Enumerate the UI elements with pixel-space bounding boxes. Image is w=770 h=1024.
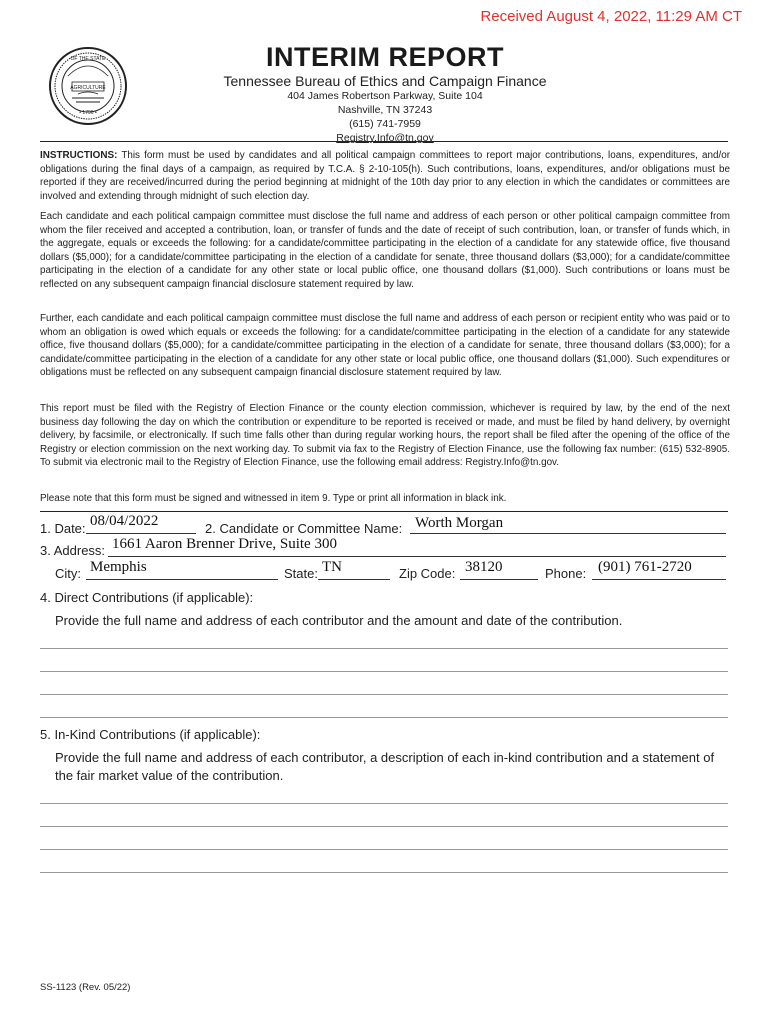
instructions-paragraph-5: Please note that this form must be signed and witnessed in item 9. Type or print all information in black ink. [40,493,507,504]
state-label: State: [284,566,318,581]
form-number: SS-1123 (Rev. 05/22) [40,982,131,993]
section-5-line[interactable] [40,826,728,827]
form-header [200,42,570,145]
zip-underline [460,579,538,580]
phone-label: Phone: [545,566,587,581]
candidate-name-field[interactable]: Worth Morgan [415,515,504,531]
section-5-instructions: Provide the full name and address of each contributor, a description of each in-kind contribution and a statement of the fair market value of the contribution. [55,750,715,783]
svg-text:• 1796 •: • 1796 • [79,110,97,116]
section-5-title: 5. In-Kind Contributions (if applicable): [40,727,261,742]
svg-text:OF THE STATE: OF THE STATE [70,56,106,62]
page-title: INTERIM REPORT [265,42,504,72]
section-4-line[interactable] [40,694,728,695]
agency-address: 404 James Robertson Parkway, Suite 104 [287,90,483,102]
date-field[interactable]: 08/04/2022 [90,513,159,529]
section-4-line[interactable] [40,648,728,649]
state-underline [318,579,390,580]
phone-field[interactable]: (901) 761-2720 [598,559,692,575]
instructions-divider [40,511,728,512]
city-label: City: [55,566,81,581]
city-underline [86,579,278,580]
section-5-line[interactable] [40,803,728,804]
state-field[interactable]: TN [322,559,342,575]
date-underline [86,533,196,534]
agency-name: Tennessee Bureau of Ethics and Campaign Finance [223,73,547,89]
section-5-line[interactable] [40,849,728,850]
section-4-line[interactable] [40,671,728,672]
candidate-name-underline [410,533,726,534]
phone-underline [592,579,726,580]
zip-label: Zip Code: [399,566,456,581]
section-5-line[interactable] [40,872,728,873]
section-4-title: 4. Direct Contributions (if applicable): [40,590,254,605]
address-label: 3. Address: [40,543,106,558]
candidate-name-label: 2. Candidate or Committee Name: [205,521,403,536]
instructions-paragraph-4: This report must be filed with the Registry of Election Finance or the county election commission, whichever is required by law, by the end of the next business day following the day on which the contribution or expenditure to be reported is received or made, and must be filed by hand delivery, by overnight delivery, by facsimile, or electronically. If such time falls other than during regular working hours, the report shall be filed after the opening of the office of the Registry or election commission on the next working day. To submit via fax to the Registry of Election Finance, use the following fax number: (615) 532-8905. To submit via electronic mail to the Registry of Election Finance, use the following email address: Registry.Info@tn.gov. [40,403,730,469]
city-field[interactable]: Memphis [90,559,147,575]
agency-phone: (615) 741-7959 [349,118,421,130]
address-field[interactable]: 1661 Aaron Brenner Drive, Suite 300 [112,536,337,552]
section-4-line[interactable] [40,717,728,718]
header-divider [40,141,728,142]
instructions-paragraph-2: Each candidate and each political campaign committee must disclose the full name and address of each person or other political campaign committee from whom the filer received and accepted a contribution, loan, or transfer of funds and the date of receipt of such contribution, loan, or transfer of funds which, in the aggregate, equals or exceeds the following: for a candidate/committee participating in the election of a candidate for any statewide office, five thousand dollars ($5,000); for a candidate/committee participating in the election of a candidate for senate, three thousand dollars ($3,000); for a candidate/committee participating in the election of a candidate for any other state or local public office, one thousand dollars ($1,000). Such contributions or loans must be reflected on any subsequent campaign financial disclosure statement required by law. [40,211,730,290]
received-stamp: Received August 4, 2022, 11:29 AM CT [480,8,742,25]
tennessee-state-seal [48,46,128,126]
instructions-label: INSTRUCTIONS: [40,150,118,161]
zip-field[interactable]: 38120 [465,559,503,575]
svg-text:AGRICULTURE: AGRICULTURE [70,85,106,91]
section-4-instructions: Provide the full name and address of each contributor and the amount and date of the contribution. [55,613,623,628]
instructions-paragraph-1: INSTRUCTIONS: This form must be used by candidates and all political campaign committees to report major contributions, loans, expenditures, and/or obligations during the final days of a campaign, as required by T.C.A. § 2-10-105(h). Such contributions, loans, expenditures, and/or obligations must be reported if they are received/incurred during the period beginning at midnight of the 10th day prior to any election in which the candidates or committees are involved and extending through midnight of such election day. [40,150,730,202]
date-label: 1. Date: [40,521,86,536]
agency-email[interactable]: Registry.Info@tn.gov [336,132,434,144]
instructions-paragraph-3: Further, each candidate and each political campaign committee must disclose the full name and address of each person or recipient entity who was paid or to whom an obligation is owed which equals or exceeds the following: for a candidate/committee participating in the election of a candidate for any statewide office, five thousand dollars ($5,000); for a candidate/committee participating in the election of a candidate for senate, three thousand dollars ($3,000); for a candidate/committee participating in the election of a candidate for any other state or local public office, one thousand dollars ($1,000). Such expenditures or obligations must be reflected on any subsequent campaign financial disclosure statement required by law. [40,313,730,379]
address-underline [108,556,726,557]
agency-city: Nashville, TN 37243 [337,104,433,116]
